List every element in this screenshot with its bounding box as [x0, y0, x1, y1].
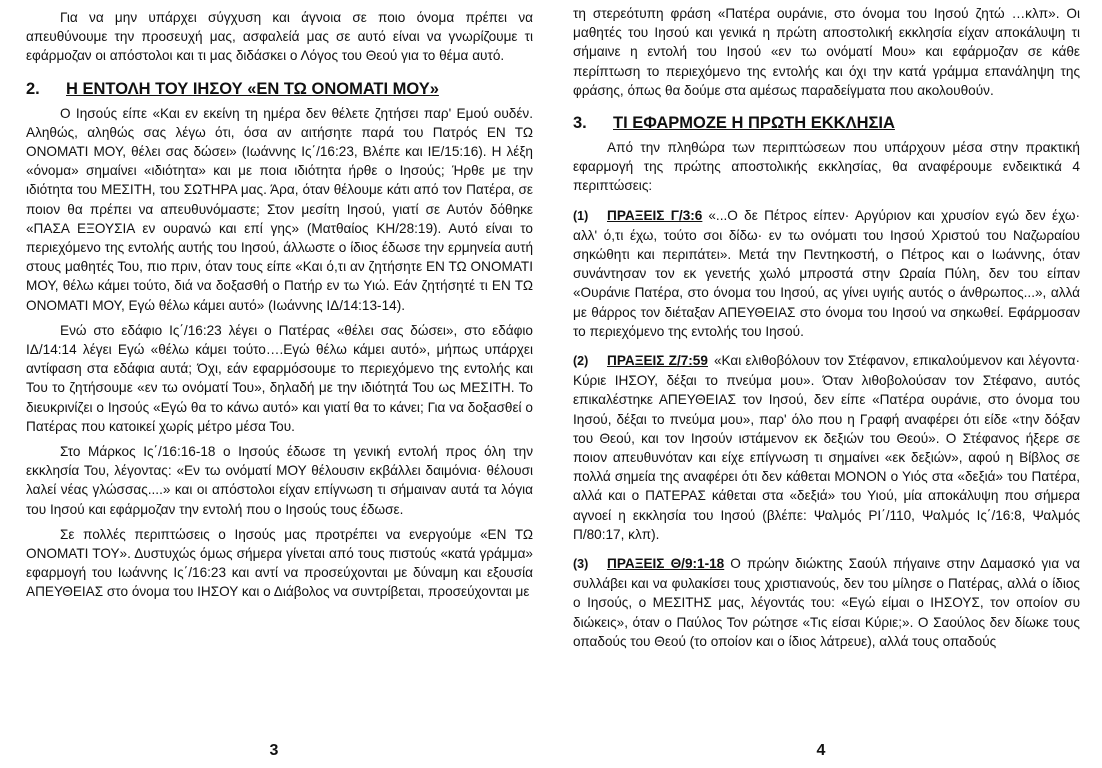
case-text: «...Ο δε Πέτρος είπεν· Αργύριον και χρυσίον εγώ δεν έχω· αλλ' ό,τι έχω, τούτο σοι δίδω· εν τω ονόματι του Ιησού Χριστού του Ναζωραίου σηκώθητι και περιπάτει». Μετά την Πεντηκοστή, ο Πέτρος και ο Ιωάννης, όταν συνάντησαν τον εκ γενετής χωλό μπροστά στην Ωραία Πύλη, δεν του είπαν «Ουράνιε Πατέρα, στο όνομα του Ιησού, ας γίνει υγιής αυτός ο άνθρωπος...», αλλά με θάρρος τον διέταξαν ΑΠΕΥΘΕΙΑΣ στο όνομα του Ιησού να σηκωθεί. Εφάρμοσαν το περιεχόμενο της εντολής του Ιησού.	[573, 207, 1080, 339]
case-text: Ο πρώην διώκτης Σαούλ πήγαινε στην Δαμασκό για να συλλάβει και να φυλακίσει τους χριστιανούς, δεν του μίλησε ο Πατέρας, αλλά ο ίδιος ο Ιησούς, ο ΜΕΣΙΤΗΣ μας, λέγοντάς του: «Εγώ είμαι ο ΙΗΣΟΥΣ, τον οποίον συ διώκεις», όταν ο Παύλος Τον ρώτησε «Τις είσαι Κύριε;». Ο Σαούλος δεν δίωκε τους οπαδούς του Θεού (το οποίον και ο ίδιος λάτρευε), αλλά τους οπαδούς	[573, 556, 1080, 649]
case-label: ΠΡΑΞΕΙΣ Θ/9:1-18	[607, 556, 725, 572]
case-3	[573, 554, 1080, 651]
paragraph: Σε πολλές περιπτώσεις ο Ιησούς μας προτρέπει να ενεργούμε «ΕΝ ΤΩ ΟΝΟΜΑΤΙ ΤΟΥ». Δυστυχώς όμως σήμερα γίνεται από τους πιστούς «κατά γράμμα» εφαρμογή του Ιωάννης Ις΄/16:23 και αντί να προσεύχονται με δύναμη και εξουσία ΑΠΕΥΘΕΙΑΣ στο όνομα του ΙΗΣΟΥ και ο Διάβολος να συντρίβεται, προσεύχονται με	[26, 526, 533, 600]
paragraph: τη στερεότυπη φράση «Πατέρα ουράνιε, στο όνομα του Ιησού ζητώ …κλπ». Οι μαθητές του Ιησού και γενικά η πρώτη αποστολική εκκλησία είχαν αποκάλυψη τι σήμαινε η εντολή του Ιησού «εν τω ονόματί Μου» και εφάρμοζαν σε κάθε περίπτωση το περιεχόμενο της εντολής και όχι την κατά γράμμα επανάληψη της φράσης, όπως θα δούμε στα αμέσως παραδείγματα που ακολουθούν.	[573, 6, 1080, 98]
section-heading-2	[26, 78, 533, 100]
case-1	[573, 206, 1080, 341]
case-number: (3)	[573, 557, 589, 572]
section-number: 2.	[26, 79, 40, 98]
page-right	[551, 0, 1102, 768]
section-title: Η ΕΝΤΟΛΗ ΤΟΥ ΙΗΣΟΥ «ΕΝ ΤΩ ΟΝΟΜΑΤΙ ΜΟΥ»	[66, 79, 439, 98]
page-number: 3	[269, 742, 279, 759]
section-number: 3.	[573, 114, 587, 133]
case-2	[573, 351, 1080, 544]
case-text: «Και ελιθοβόλουν τον Στέφανον, επικαλούμενον και λέγοντα· Κύριε ΙΗΣΟΥ, δέξαι το πνεύμα μου». Όταν λιθοβολούσαν τον Στέφανο, αυτός επικαλέστηκε ΑΠΕΥΘΕΙΑΣ τον Ιησού, δεν είπε «Πατέρα ουράνιε, στο όνομα του Ιησού, δέξαι το πνεύμα μου», παρ' όλο που η Γραφή αναφέρει ότι είδε «την δόξαν του Θεού, και τον Ιησούν ιστάμενον εκ δεξιών του Θεού». Ο Στέφανος ήξερε σε ποιον απευθυνόταν και είχε επίγνωση τι σημαίνει «εκ δεξιών», αφού η Βίβλος σε πολλά σημεία της αναφέρει ότι δεν κάθεται ΜΟΝΟΝ ο Υιός στα «δεξιά» του Πατέρα, αλλά και ο ΠΑΤΕΡΑΣ κάθεται στα «δεξιά» του Υιού, μία αποκάλυψη που σήμερα αγνοεί η εκκλησία του Ιησού (βλέπε: Ψαλμός ΡΙ΄/110, Ψαλμός Ις΄/16:8, Ψαλμός Π/80:17, κλπ).	[573, 353, 1080, 542]
case-label: ΠΡΑΞΕΙΣ Ζ/7:59	[607, 353, 708, 369]
paragraph: Για να μην υπάρχει σύγχυση και άγνοια σε ποιο όνομα πρέπει να απευθύνουμε την προσευχή μας, ασφαλείά μας σε αυτό είναι να γνωρίζουμε τι εφάρμοζαν οι απόστολοι και τι μας διδάσκει ο Λόγος του Θεού για το θέμα αυτό.	[26, 10, 533, 64]
paragraph: Από την πληθώρα των περιπτώσεων που υπάρχουν μέσα στην πρακτική εφαρμογή της πρώτης αποστολικής εκκλησίας, θα αναφέρουμε ενδεικτικά 4 περιπτώσεις:	[573, 140, 1080, 194]
paragraph: Ενώ στο εδάφιο Ις΄/16:23 λέγει ο Πατέρας «θέλει σας δώσει», στο εδάφιο ΙΔ/14:14 λέγει Εγώ «θέλω κάμει τούτο….Εγώ θέλω κάμει αυτό», μήπως υπάρχει αντίφαση στα εδάφια αυτά; Όχι, εάν εφαρμόσουμε το περιεχόμενο της εντολής και Του το ζητήσουμε «εν τω ονόματί Του», δηλαδή με την ιδιότητά Του ως ΜΕΣΙΤΗ. Το διευκρινίζει ο Ιησούς «Εγώ θα το κάνω αυτό» και γιατί θα το κάνει; Για να δοξασθεί ο Πατέρας που κατοικεί χωρίς μέτρο μέσα Του.	[26, 322, 533, 434]
paragraph: Στο Μάρκος Ις΄/16:16-18 ο Ιησούς έδωσε τη γενική εντολή προς όλη την εκκλησία Του, λέγοντας: «Εν τω ονόματί ΜΟΥ θέλουσιν εκβάλλει δαιμόνια· θέλουσι λαλεί νέας γλώσσας....» και οι απόστολοι είχαν επίγνωση τι σήμαιναν αυτά τα λόγια του Ιησού και εφάρμοζαν την εντολή που ο Ιησούς τους έδωσε.	[26, 444, 533, 517]
case-label: ΠΡΑΞΕΙΣ Γ/3:6	[607, 207, 703, 223]
case-number: (2)	[573, 354, 589, 369]
section-heading-3	[573, 112, 1080, 134]
page-number: 4	[816, 742, 826, 759]
paragraph: Ο Ιησούς είπε «Και εν εκείνη τη ημέρα δεν θέλετε ζητήσει παρ' Εμού ουδέν. Αληθώς, αληθώς σας λέγω ότι, όσα αν αιτήσητε παρά του Πατρός ΕΝ ΤΩ ΟΝΟΜΑΤΙ ΜΟΥ, θέλει σας δώσει» (Ιωάννης Ις΄/16:23, Βλέπε και ΙΕ/15:16). Η λέξη «όνομα» σημαίνει «ιδιότητα» και με ποια ιδιότητα ήρθε ο Ιησούς; Ήρθε με την ιδιότητα του ΜΕΣΙΤΗ, του ΣΩΤΗΡΑ μας. Άρα, όταν θέλουμε κάτι από τον Πατέρα, σε ποιον θα πρέπει να απευθυνόμαστε; Στον μεσίτη Ιησού, γιατί σε Αυτόν δόθηκε «ΠΑΣΑ ΕΞΟΥΣΙΑ εν ουρανώ και επί γης» (Ματθαίος ΚΗ/28:19). Αυτό είναι το περιεχόμενο της εντολής αυτής του Ιησού, άλλωστε ο ίδιος έδωσε την ερμηνεία αυτή στους μαθητές Του, πιο πριν, όταν τους είπε «Και ό,τι αν ζητήσητε ΕΝ ΤΩ ΟΝΟΜΑΤΙ ΜΟΥ, θέλω κάμει τούτο, διά να δοξασθή ο Πατήρ εν τω Υιώ. Εάν ζητήσητέ τι ΕΝ ΤΩ ΟΝΟΜΑΤΙ ΜΟΥ, Εγώ θέλω κάμει αυτό» (Ιωάννης ΙΔ/14:13-14).	[26, 105, 533, 313]
case-number: (1)	[573, 208, 589, 223]
section-title: ΤΙ ΕΦΑΡΜΟΖΕ Η ΠΡΩΤΗ ΕΚΚΛΗΣΙΑ	[613, 114, 895, 133]
